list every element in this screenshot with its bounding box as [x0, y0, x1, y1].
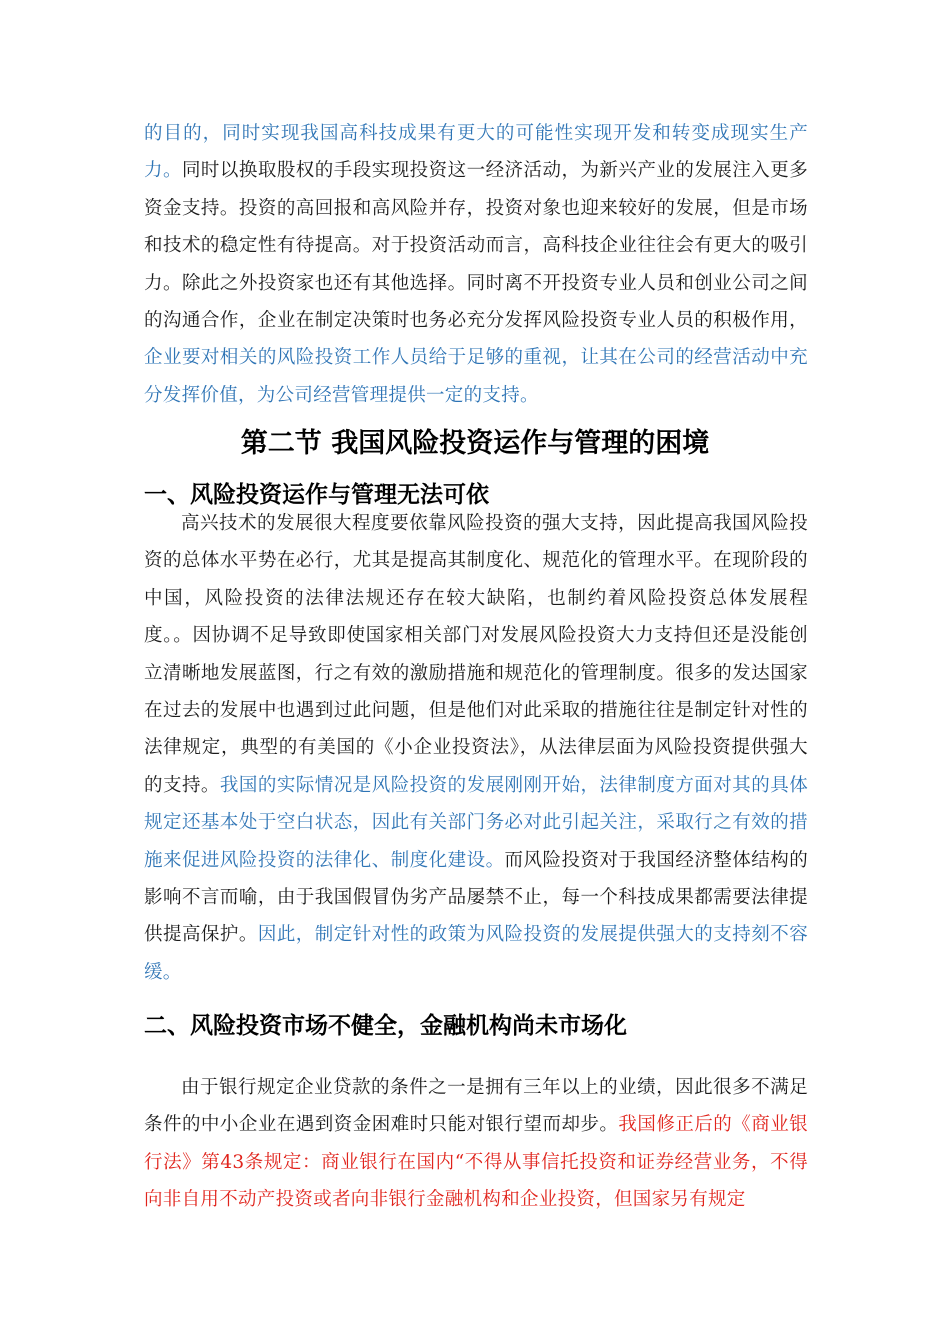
- paragraph-1-highlight-end: 企业要对相关的风险投资工作人员给于足够的重视，让其在公司的经营活动中充分发挥价值，为公司经营管理提供一定的支持。: [144, 347, 808, 406]
- paragraph-2: [144, 505, 808, 991]
- paragraph-3-body: 由于银行规定企业贷款的条件之一是拥有三年以上的业绩，因此很多不满足条件的中小企业在遇到资金困难时只能对银行望而却步。: [144, 1077, 808, 1136]
- section-title: 第二节 我国风险投资运作与管理的困境: [240, 428, 710, 459]
- paragraph-1-body: 同时以换取股权的手段实现投资这一经济活动，为新兴产业的发展注入更多资金支持。投资的高回报和高风险并存，投资对象也迎来较好的发展，但是市场和技术的稳定性有待提高。对于投资活动而言，高科技企业往往会有更大的吸引力。除此之外投资家也还有其他选择。同时离不开投资专业人员和创业公司之间的沟通合作，企业在制定决策时也务必充分发挥风险投资专业人员的积极作用，: [144, 160, 808, 332]
- paragraph-2-body: 高兴技术的发展很大程度要依靠风险投资的强大支持，因此提高我国风险投资的总体水平势在必行，尤其是提高其制度化、规范化的管理水平。在现阶段的中国，风险投资的法律法规还存在较大缺陷，也制约着风险投资总体发展程度。。因协调不足导致即使国家相关部门对发展风险投资大力支持但还是没能创立清晰地发展蓝图，行之有效的激励措施和规范化的管理制度。很多的发达国家在过去的发展中也遇到过此问题，但是他们对此采取的措施往往是制定针对性的法律规定，典型的有美国的《小企业投资法》，从法律层面为风险投资提供强大的支持。: [144, 513, 808, 796]
- paragraph-2-highlight-2: 因此，制定针对性的政策为风险投资的发展提供强大的支持刻不容缓。: [144, 924, 808, 983]
- paragraph-1: [144, 115, 808, 414]
- paragraph-2-body-2: 而风险投资对于我国经济整体结构的影响不言而喻，由于我国假冒伪劣产品屡禁不止，每一个科技成果都需要法律提供提高保护。: [144, 849, 808, 946]
- paragraph-3: [144, 1069, 808, 1219]
- paragraph-2-highlight: 我国的实际情况是风险投资的发展刚刚开始，法律制度方面对其的具体规定还基本处于空白状态，因此有关部门务必对此引起关注，采取行之有效的措施来促进风险投资的法律化、制度化建设。: [144, 774, 808, 871]
- paragraph-3-highlight-red: 我国修正后的《商业银行法》第43条规定：商业银行在国内“不得从事信托投资和证券经营业务，不得向非自用不动产投资或者向非银行金融机构和企业投资，但国家另有规定: [144, 1114, 808, 1211]
- sub-heading-1: 一、风险投资运作与管理无法可依: [144, 482, 489, 508]
- paragraph-1-highlight-start: 的目的，同时实现我国高科技成果有更大的可能性实现开发和转变成现实生产力。: [144, 123, 808, 182]
- sub-heading-2: 二、风险投资市场不健全，金融机构尚未市场化: [144, 1013, 627, 1039]
